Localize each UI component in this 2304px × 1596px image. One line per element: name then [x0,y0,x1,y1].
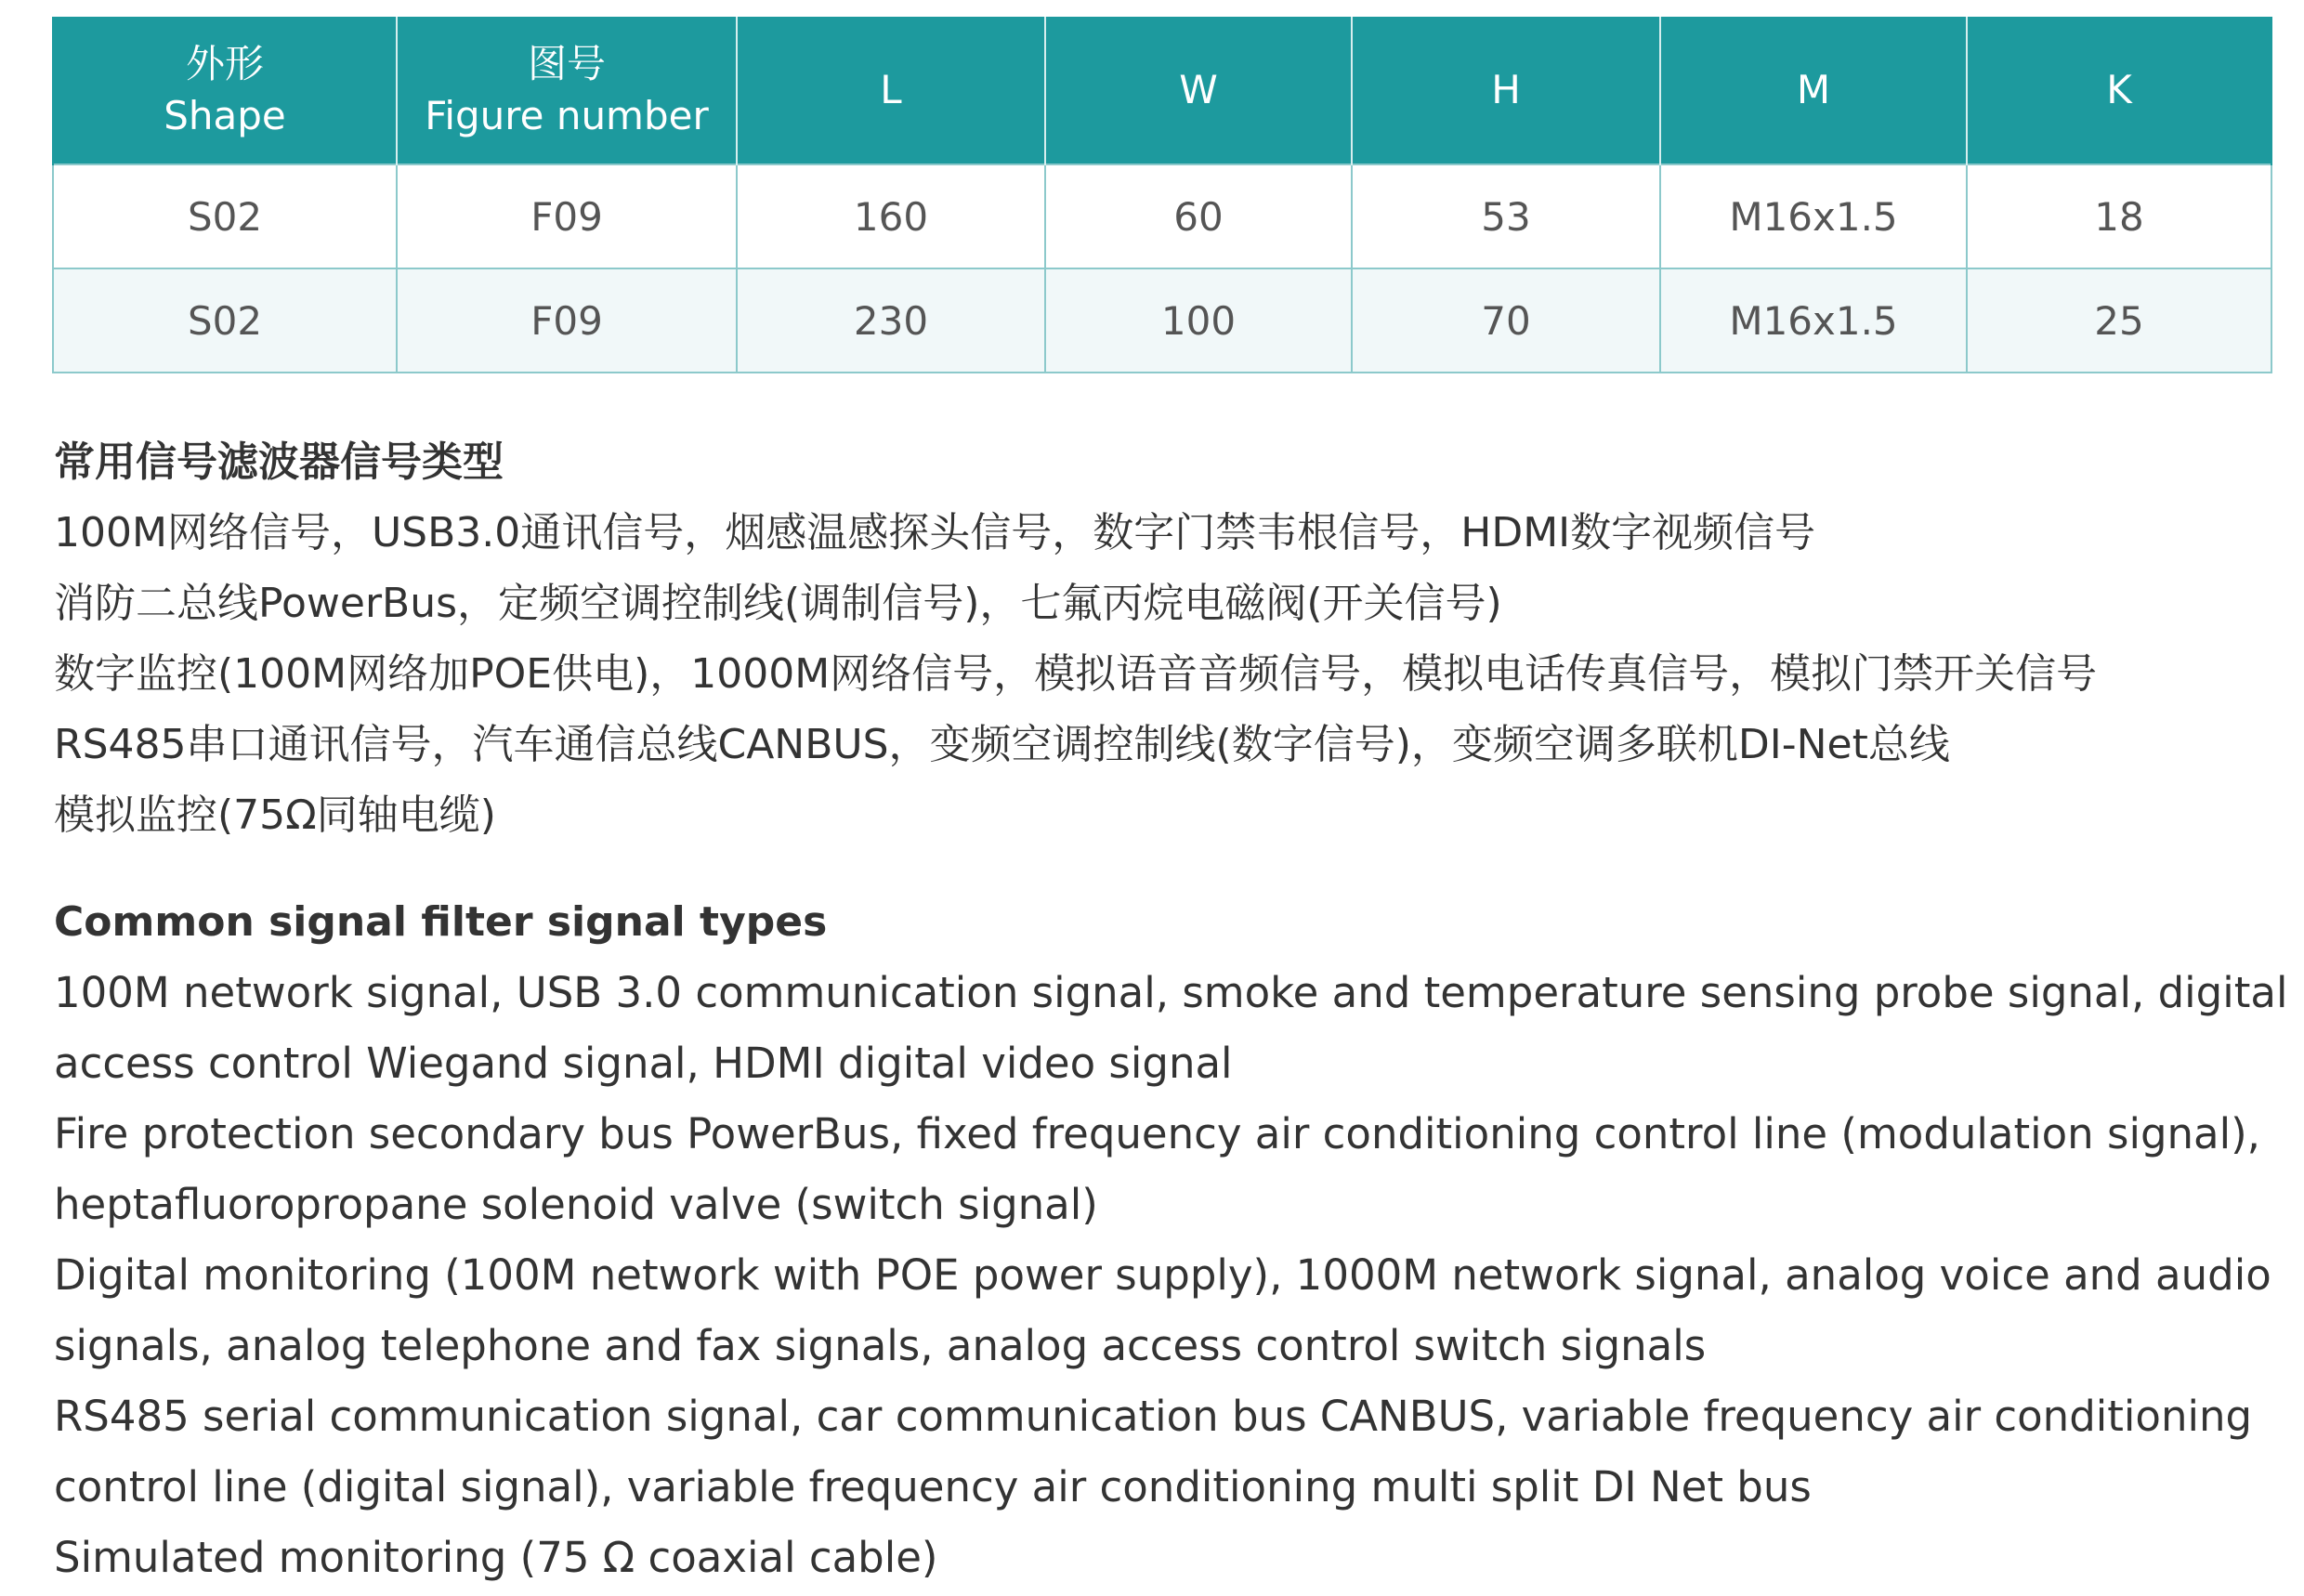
header-shape-cn: 外形 [185,41,264,86]
cn-signal-types-section [54,427,2265,851]
spec-table [52,17,2272,373]
header-figure-number-en: Figure number [425,93,709,138]
header-w: W [1045,17,1352,164]
header-shape-en: Shape [164,93,286,138]
table-header-row [53,17,2271,164]
en-section-line: Simulated monitoring (75 Ω coaxial cable) [54,1533,938,1582]
en-section-line: signals, analog telephone and fax signals, analog access control switch signals [54,1321,1707,1370]
cn-section-line: 数字监控(100M网络加POE供电)，1000M网络信号，模拟语音音频信号，模拟电话传真信号，模拟门禁开关信号 [54,650,2098,698]
cell-shape: S02 [53,268,397,373]
cn-section-title: 常用信号滤波器信号类型 [54,438,504,486]
cell-w: 60 [1045,164,1352,268]
cell-m: M16x1.5 [1660,268,1967,373]
cell-w: 100 [1045,268,1352,373]
cell-l: 230 [737,268,1045,373]
en-section-line: access control Wiegand signal, HDMI digital video signal [54,1039,1233,1088]
header-k: K [1967,17,2271,164]
header-h: H [1352,17,1660,164]
cell-figure-number: F09 [397,164,737,268]
header-figure-number-cn: 图号 [527,41,606,86]
en-section-line: 100M network signal, USB 3.0 communication signal, smoke and temperature sensing probe signal, digital [54,968,2288,1017]
cell-shape: S02 [53,164,397,268]
cell-h: 53 [1352,164,1660,268]
en-section-line: control line (digital signal), variable frequency air conditioning multi split DI Net bus [54,1462,1812,1511]
cell-l: 160 [737,164,1045,268]
cell-m: M16x1.5 [1660,164,1967,268]
cell-figure-number: F09 [397,268,737,373]
header-m: M [1660,17,1967,164]
en-section-title: Common signal filter signal types [54,898,828,946]
header-shape [53,17,397,164]
en-section-line: heptafluoropropane solenoid valve (switch signal) [54,1180,1098,1229]
cn-section-line: 模拟监控(75Ω同轴电缆) [54,791,496,839]
cn-section-line: 100M网络信号，USB3.0通讯信号，烟感温感探头信号，数字门禁韦根信号，HDMI数字视频信号 [54,509,1816,556]
cn-section-line: 消防二总线PowerBus，定频空调控制线(调制信号)，七氟丙烷电磁阀(开关信号) [54,580,1502,627]
en-section-line: RS485 serial communication signal, car communication bus CANBUS, variable frequency air conditioning [54,1392,2253,1441]
cell-k: 25 [1967,268,2271,373]
table-row [53,164,2271,268]
header-figure-number [397,17,737,164]
en-signal-types-section [54,887,2288,1593]
cell-k: 18 [1967,164,2271,268]
cell-h: 70 [1352,268,1660,373]
en-section-line: Fire protection secondary bus PowerBus, fixed frequency air conditioning control line (modulation signal), [54,1109,2260,1158]
en-section-line: Digital monitoring (100M network with POE power supply), 1000M network signal, analog voice and audio [54,1250,2271,1300]
cn-section-line: RS485串口通讯信号，汽车通信总线CANBUS，变频空调控制线(数字信号)，变频空调多联机DI-Net总线 [54,721,1950,768]
table-row [53,268,2271,373]
header-l: L [737,17,1045,164]
